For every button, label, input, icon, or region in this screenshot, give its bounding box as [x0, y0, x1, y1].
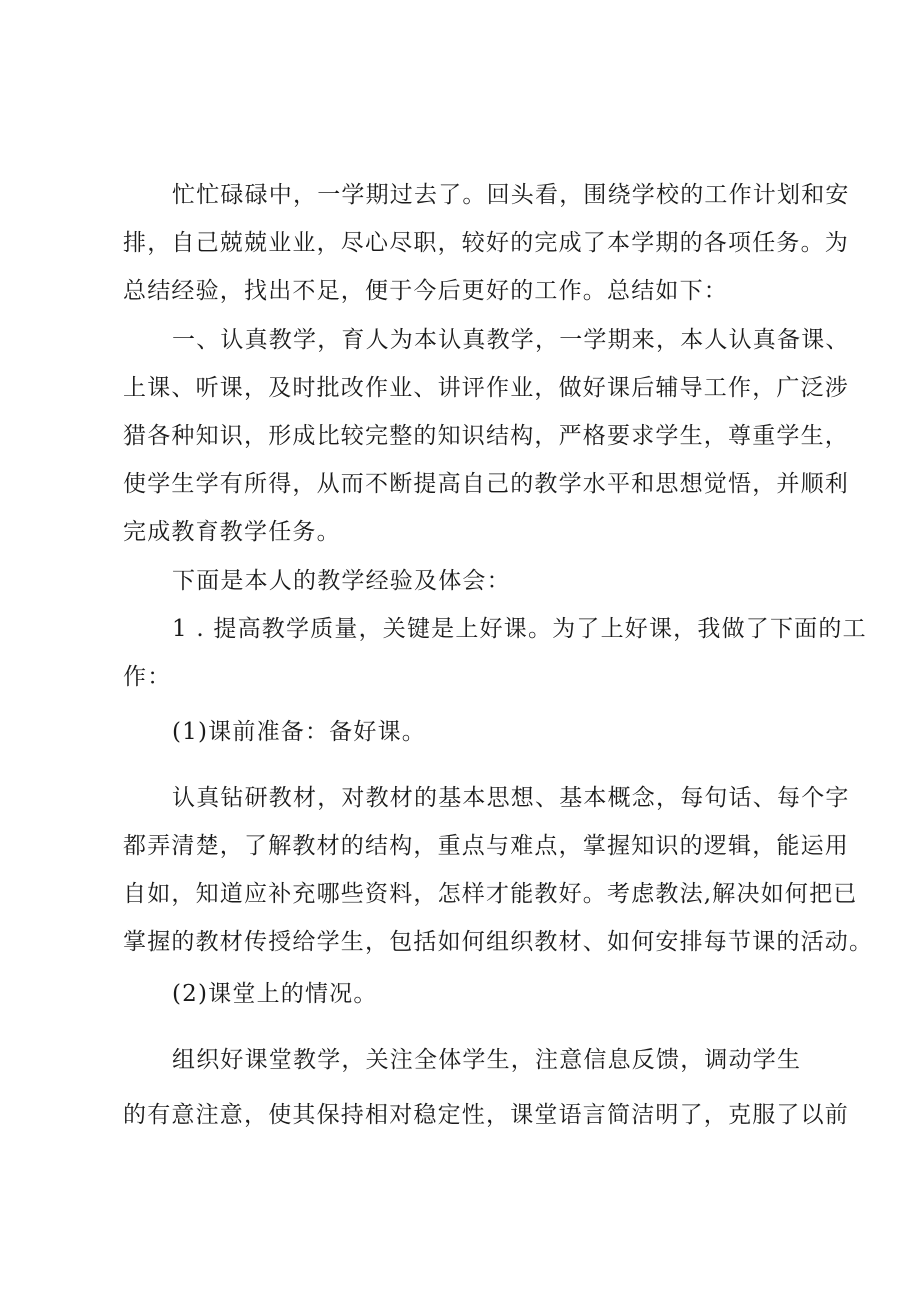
section-one-line-5: 完成教育教学任务。	[123, 519, 341, 545]
sub-one-body-line-2: 都弄清楚，了解教材的结构，重点与难点，掌握知识的逻辑，能运用	[123, 833, 849, 859]
sub-two-body-line-2: 的有意注意，使其保持相对稳定性，课堂语言简洁明了，克服了以前	[123, 1102, 849, 1128]
point-one-line-2: 作：	[123, 664, 172, 690]
sub-one-heading: (1)课前准备：备好课。	[172, 719, 426, 745]
section-one-line-3: 猎各种知识，形成比较完整的知识结构，严格要求学生，尊重学生，	[123, 423, 849, 449]
section-one-line-1: 一、认真教学，育人为本认真教学，一学期来，本人认真备课、	[172, 327, 850, 353]
sub-two-body-line-1: 组织好课堂教学，关注全体学生，注意信息反馈，调动学生	[172, 1047, 802, 1073]
intro-line-3: 总结经验，找出不足，便于今后更好的工作。总结如下：	[123, 278, 728, 304]
sub-two-heading: (2)课堂上的情况。	[172, 981, 378, 1007]
section-one-line-2: 上课、听课，及时批改作业、讲评作业，做好课后辅导工作，广泛涉	[123, 375, 849, 401]
experience-intro: 下面是本人的教学经验及体会：	[172, 568, 511, 594]
sub-one-body-line-1: 认真钻研教材，对教材的基本思想、基本概念，每句话、每个字	[172, 785, 850, 811]
sub-one-body-line-4: 掌握的教材传授给学生，包括如何组织教材、如何安排每节课的活动。	[123, 929, 874, 955]
sub-one-body-line-3: 自如，知道应补充哪些资料，怎样才能教好。考虑教法,解决如何把已	[123, 881, 858, 907]
section-one-line-4: 使学生学有所得，从而不断提高自己的教学水平和思想觉悟，并顺利	[123, 471, 849, 497]
point-one-line-1: 1 . 提高教学质量，关键是上好课。为了上好课，我做了下面的工	[172, 616, 867, 642]
intro-line-1: 忙忙碌碌中，一学期过去了。回头看，围绕学校的工作计划和安	[172, 182, 850, 208]
intro-line-2: 排，自己兢兢业业，尽心尽职，较好的完成了本学期的各项任务。为	[123, 230, 849, 256]
